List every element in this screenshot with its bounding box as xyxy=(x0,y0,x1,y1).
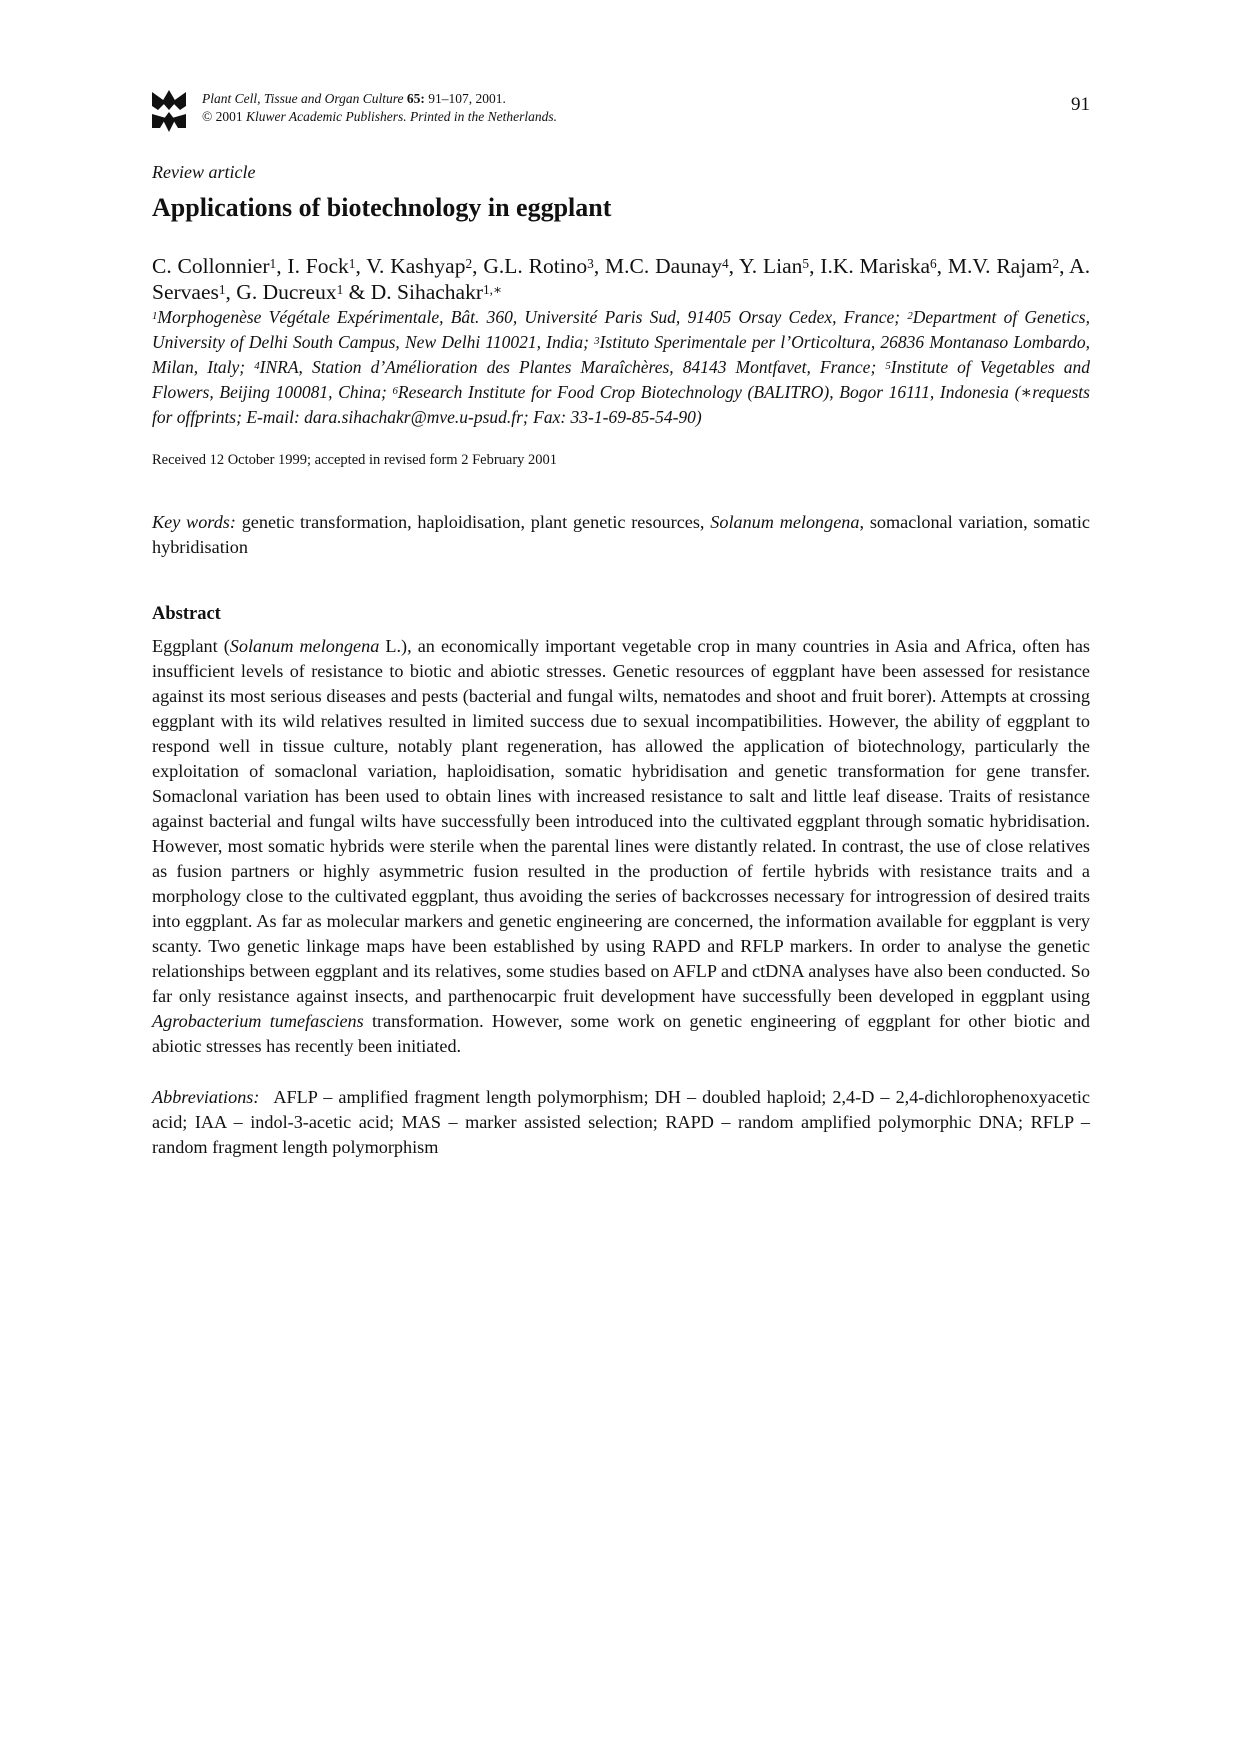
author-name: M.V. Rajam xyxy=(947,254,1053,278)
keywords-text-2: , somaclonal variation, somatic hybridisation xyxy=(152,512,1090,557)
article-page xyxy=(152,88,1090,1160)
author-affiliation-marker: 1,∗ xyxy=(483,282,503,298)
author-separator: , xyxy=(728,254,740,278)
abbreviations-text-1: AFLP – amplified fragment length polymorphism; DH – doubled haploid; 2,4- xyxy=(273,1087,862,1107)
journal-volume: 65: xyxy=(406,91,425,106)
affiliation-number: 1 xyxy=(152,310,158,323)
author-separator: , xyxy=(809,254,821,278)
author-name: A. Servaes xyxy=(152,254,1091,304)
author-separator: , xyxy=(355,254,367,278)
author-affiliation-marker: 2 xyxy=(465,256,473,272)
author-name: M.C. Daunay xyxy=(605,254,722,278)
author-affiliation-marker: 4 xyxy=(721,256,729,272)
journal-pages-year: 91–107, 2001. xyxy=(428,91,506,106)
publisher-name: Kluwer Academic Publishers. xyxy=(246,109,407,124)
affiliation-text: Istituto Sperimentale per l’Orticoltura, 26836 Montanaso Lombardo, Milan, Italy; xyxy=(152,332,1090,377)
keywords xyxy=(152,510,1090,560)
author-name: G. Ducreux xyxy=(236,280,337,304)
keywords-text-1: genetic transformation, haploidisation, plant genetic resources, xyxy=(235,512,711,532)
affiliation-text: Institute of Vegetables and Flowers, Beijing 100081, China; xyxy=(152,357,1090,402)
keywords-species: Solanum melongena xyxy=(710,512,860,532)
abstract-text-1: Eggplant ( xyxy=(152,636,230,656)
author-affiliation-marker: 1 xyxy=(336,282,344,298)
author-last-separator: & xyxy=(343,280,371,304)
affiliation-number: 3 xyxy=(594,335,600,348)
affiliation-text: Morphogenèse Végétale Expérimentale, Bât. 360, Université Paris Sud, 91405 Orsay Cedex, France; xyxy=(157,307,908,327)
author-separator: , xyxy=(1059,254,1070,278)
affiliation-text: Research Institute for Food Crop Biotechnology (BALITRO), Bogor 16111, Indonesia (∗requests for offprints; E-mail: dara.sihachakr@mve.u-psud.fr; Fax: 33-1-69-85-54-90) xyxy=(152,382,1090,427)
author-affiliation-marker: 3 xyxy=(587,256,594,272)
author-separator: , xyxy=(593,254,606,278)
page-number: 91 xyxy=(1071,94,1090,115)
article-type-label: Review article xyxy=(152,162,256,182)
abstract-bacterium: Agrobacterium tumefasciens xyxy=(152,1011,364,1031)
author-separator: , xyxy=(472,254,484,278)
journal-header xyxy=(152,88,1090,136)
author-name: I. Fock xyxy=(287,254,349,278)
author-name: G.L. Rotino xyxy=(483,254,588,278)
affiliation-number: 6 xyxy=(392,385,398,398)
abbreviations xyxy=(152,1085,1090,1160)
printed-in: Printed in the Netherlands. xyxy=(410,109,557,124)
author-affiliation-marker: 6 xyxy=(930,256,937,272)
abstract-text-3: transformation. However, some work on genetic engineering of eggplant for other biotic and abiotic stresses has recently been initiated. xyxy=(152,1011,1090,1056)
abstract-species: Solanum melongena xyxy=(229,636,380,656)
author-name: D. Sihachakr xyxy=(370,280,484,304)
article-title: Applications of biotechnology in eggplant xyxy=(152,193,612,222)
affiliation-number: 2 xyxy=(907,310,913,323)
author-name: I.K. Mariska xyxy=(820,254,930,278)
abstract-heading: Abstract xyxy=(152,604,221,624)
affiliation-number: 4 xyxy=(254,360,260,373)
author-affiliation-marker: 5 xyxy=(802,256,810,272)
author-affiliation-marker: 1 xyxy=(218,282,226,298)
author-affiliation-marker: 2 xyxy=(1052,256,1060,272)
journal-name: Plant Cell, Tissue and Organ Culture xyxy=(202,91,404,106)
abstract-text-2: L.), an economically important vegetable crop in many countries in Asia and Africa, often has insufficient levels of resistance to biotic and abiotic stresses. Genetic resources of eggplant have been assessed for resistance against its most serious diseases and pests (bacterial and fungal wilts, nematodes and shoot and fruit borer). Attempts at crossing eggplant with its wild relatives resulted in limited success due to sexual incompatibilities. However, the ability of eggplant to respond well in tissue culture, notably plant regeneration, has allowed the application of biotechnology, particularly the exploitation of somaclonal variation, haploidisation, somatic hybridisation and genetic transformation for gene transfer. Somaclonal variation has been used to obtain lines with increased resistance to salt and little leaf disease. Traits of resistance against bacterial and fungal wilts have successfully been introduced into the cultivated eggplant through somatic hybridisation. However, most somatic hybrids were sterile when the parental lines were distantly related. In contrast, the use of close relatives as fusion partners or highly asymmetric fusion resulted in the production of fertile hybrids with resistance traits and a morphology close to the cultivated eggplant, thus avoiding the series of backcrosses necessary for introgression of desired traits into eggplant. As far as molecular markers and genetic engineering are concerned, the information available for eggplant is very scanty. Two genetic linkage maps have been established by using RAPD and RFLP markers. In order to analyse the genetic relationships between eggplant and its relatives, some studies based on AFLP and ctDNA analyses have also been conducted. So far only resistance against insects, and parthenocarpic fruit development have successfully been developed in eggplant using xyxy=(152,636,1090,1006)
author-name: Y. Lian xyxy=(739,254,803,278)
author-separator: , xyxy=(225,280,237,304)
author-separator: , xyxy=(936,254,948,278)
abbreviations-text-2: – 2,4-dichlorophenoxyacetic acid; IAA – indol-3-acetic acid; MAS – marker assisted selection; RAPD – random amplified polymorphic DNA; RFLP – random fragment length polymorphism xyxy=(152,1087,1091,1157)
received-dates: Received 12 October 1999; accepted in revised form 2 February 2001 xyxy=(152,452,558,468)
author-separator: , xyxy=(276,254,288,278)
author-list xyxy=(152,253,1090,305)
affiliation-number: 5 xyxy=(885,360,891,373)
author-name: V. Kashyap xyxy=(366,254,466,278)
publisher-logo-icon xyxy=(152,88,186,132)
affiliation-text: INRA, Station d’Amélioration des Plantes Maraîchères, 84143 Montfavet, France; xyxy=(259,357,886,377)
affiliation-list xyxy=(152,305,1090,430)
abstract-body xyxy=(152,634,1090,1059)
abbreviations-label: Abbreviations: xyxy=(152,1087,260,1107)
affiliation-text: Department of Genetics, University of Delhi South Campus, New Delhi 110021, India; xyxy=(152,307,1090,352)
author-name: C. Collonnier xyxy=(152,254,270,278)
keywords-label: Key words: xyxy=(152,512,236,532)
copyright-year: © 2001 xyxy=(202,109,243,124)
abbreviations-small-caps: D xyxy=(861,1087,875,1107)
author-affiliation-marker: 1 xyxy=(348,256,356,272)
journal-citation xyxy=(202,90,557,126)
author-affiliation-marker: 1 xyxy=(269,256,277,272)
